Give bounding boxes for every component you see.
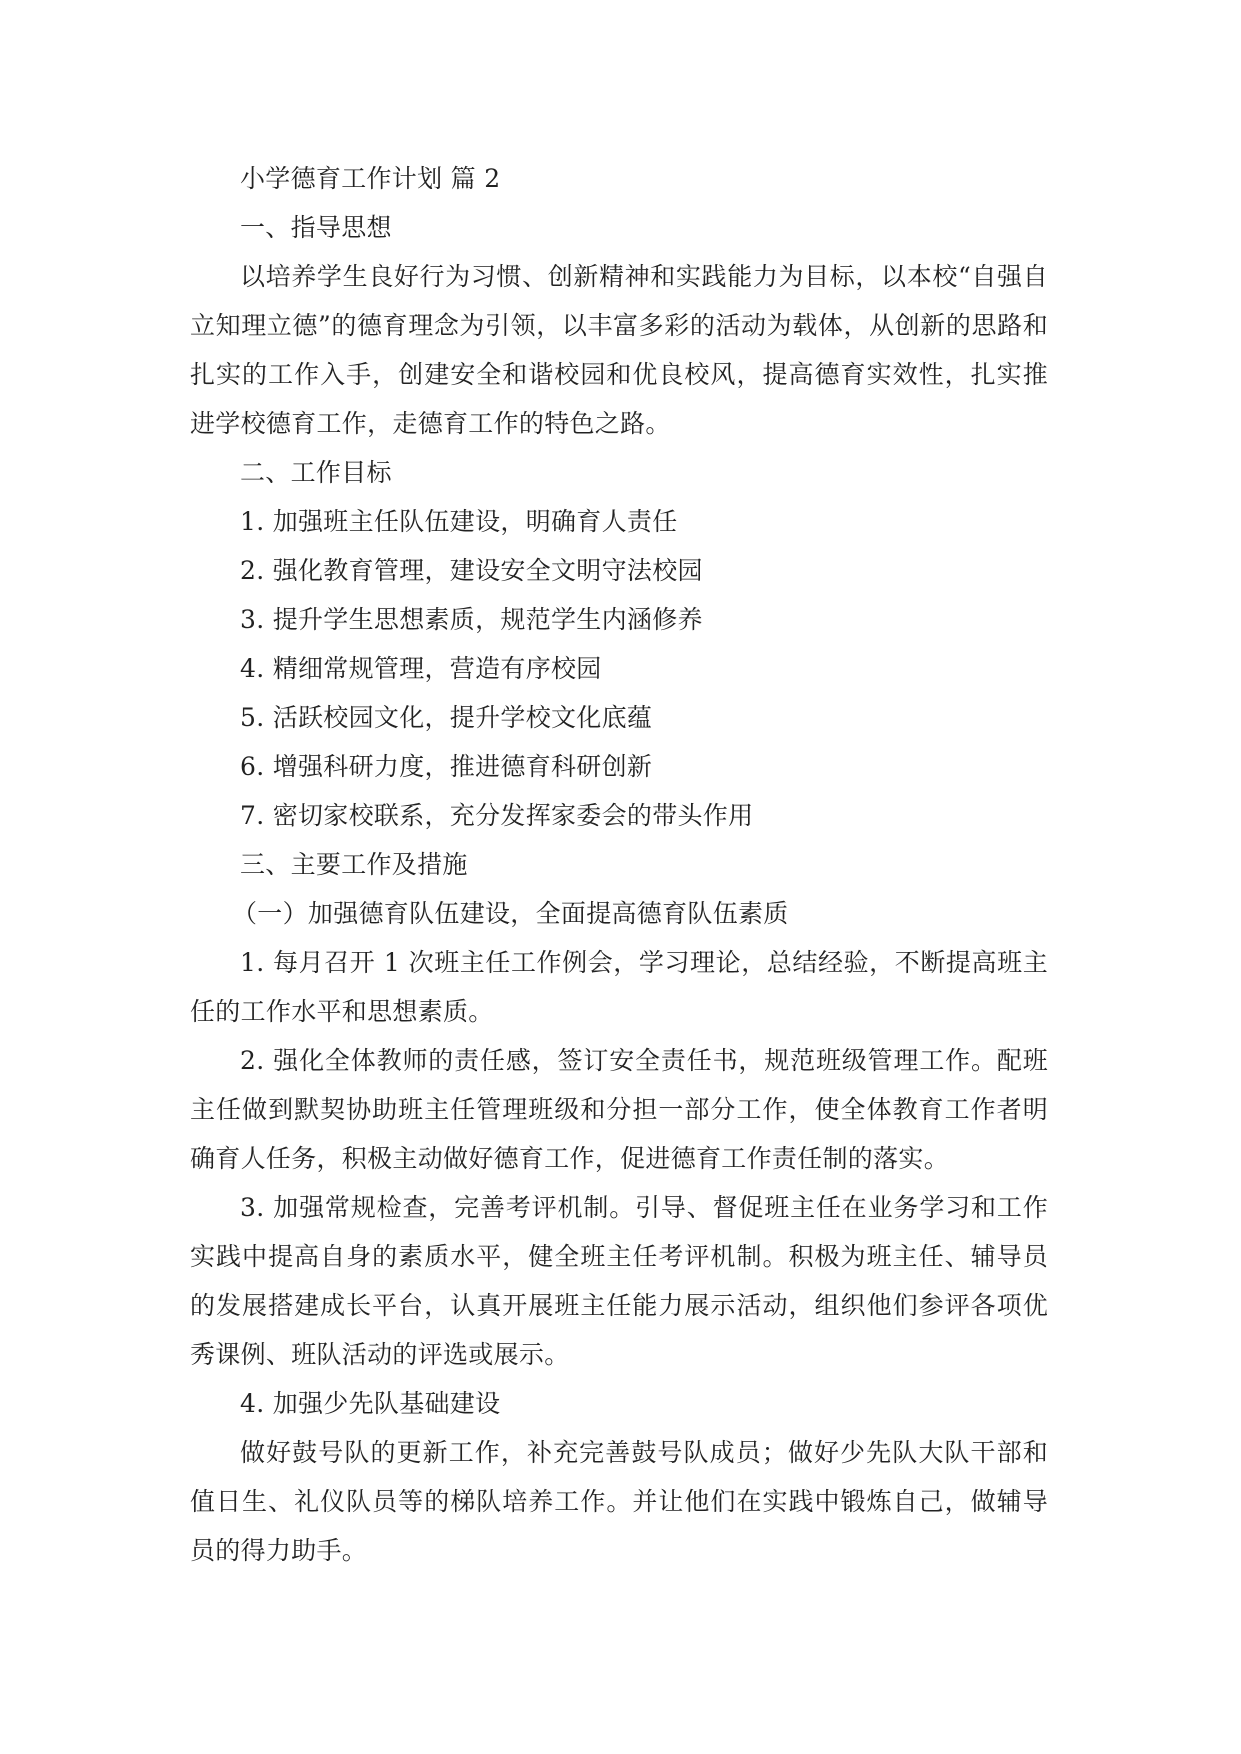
- work-goal-item: 3. 提升学生思想素质，规范学生内涵修养: [240, 605, 703, 634]
- document-title: 小学德育工作计划 篇 2: [240, 164, 501, 193]
- section-heading-work-goals: 二、工作目标: [240, 458, 392, 487]
- work-goal-item: 5. 活跃校园文化，提升学校文化底蕴: [240, 703, 653, 732]
- section-heading-main-work: 三、主要工作及措施: [240, 850, 468, 879]
- measure-paragraph: 1. 每月召开 1 次班主任工作例会，学习理论，总结经验，不断提高班主任的工作水平和思想素质。: [190, 948, 1048, 1026]
- subsection-heading-team-building: （一）加强德育队伍建设，全面提高德育队伍素质: [232, 899, 789, 928]
- work-goal-item: 2. 强化教育管理，建设安全文明守法校园: [240, 556, 703, 585]
- guiding-ideology-paragraph: 以培养学生良好行为习惯、创新精神和实践能力为目标，以本校“自强自立知理立德”的德育理念为引领，以丰富多彩的活动为载体，从创新的思路和扎实的工作入手，创建安全和谐校园和优良校风，提高德育实效性，扎实推进学校德育工作，走德育工作的特色之路。: [190, 262, 1048, 438]
- work-goal-item: 6. 增强科研力度，推进德育科研创新: [240, 752, 653, 781]
- work-goal-item: 1. 加强班主任队伍建设，明确育人责任: [240, 507, 678, 536]
- measure-paragraph: 3. 加强常规检查，完善考评机制。引导、督促班主任在业务学习和工作实践中提高自身的素质水平，健全班主任考评机制。积极为班主任、辅导员的发展搭建成长平台，认真开展班主任能力展示活动，组织他们参评各项优秀课例、班队活动的评选或展示。: [190, 1193, 1048, 1369]
- section-heading-guiding-ideology: 一、指导思想: [240, 213, 392, 242]
- document-body: [190, 154, 1048, 1575]
- measure-paragraph: 2. 强化全体教师的责任感，签订安全责任书，规范班级管理工作。配班主任做到默契协助班主任管理班级和分担一部分工作，使全体教育工作者明确育人任务，积极主动做好德育工作，促进德育工作责任制的落实。: [190, 1046, 1048, 1173]
- measure-heading-young-pioneers: 4. 加强少先队基础建设: [240, 1389, 501, 1418]
- work-goal-item: 7. 密切家校联系，充分发挥家委会的带头作用: [240, 801, 754, 830]
- young-pioneers-paragraph: 做好鼓号队的更新工作，补充完善鼓号队成员；做好少先队大队干部和值日生、礼仪队员等的梯队培养工作。并让他们在实践中锻炼自己，做辅导员的得力助手。: [190, 1438, 1048, 1565]
- work-goal-item: 4. 精细常规管理，营造有序校园: [240, 654, 602, 683]
